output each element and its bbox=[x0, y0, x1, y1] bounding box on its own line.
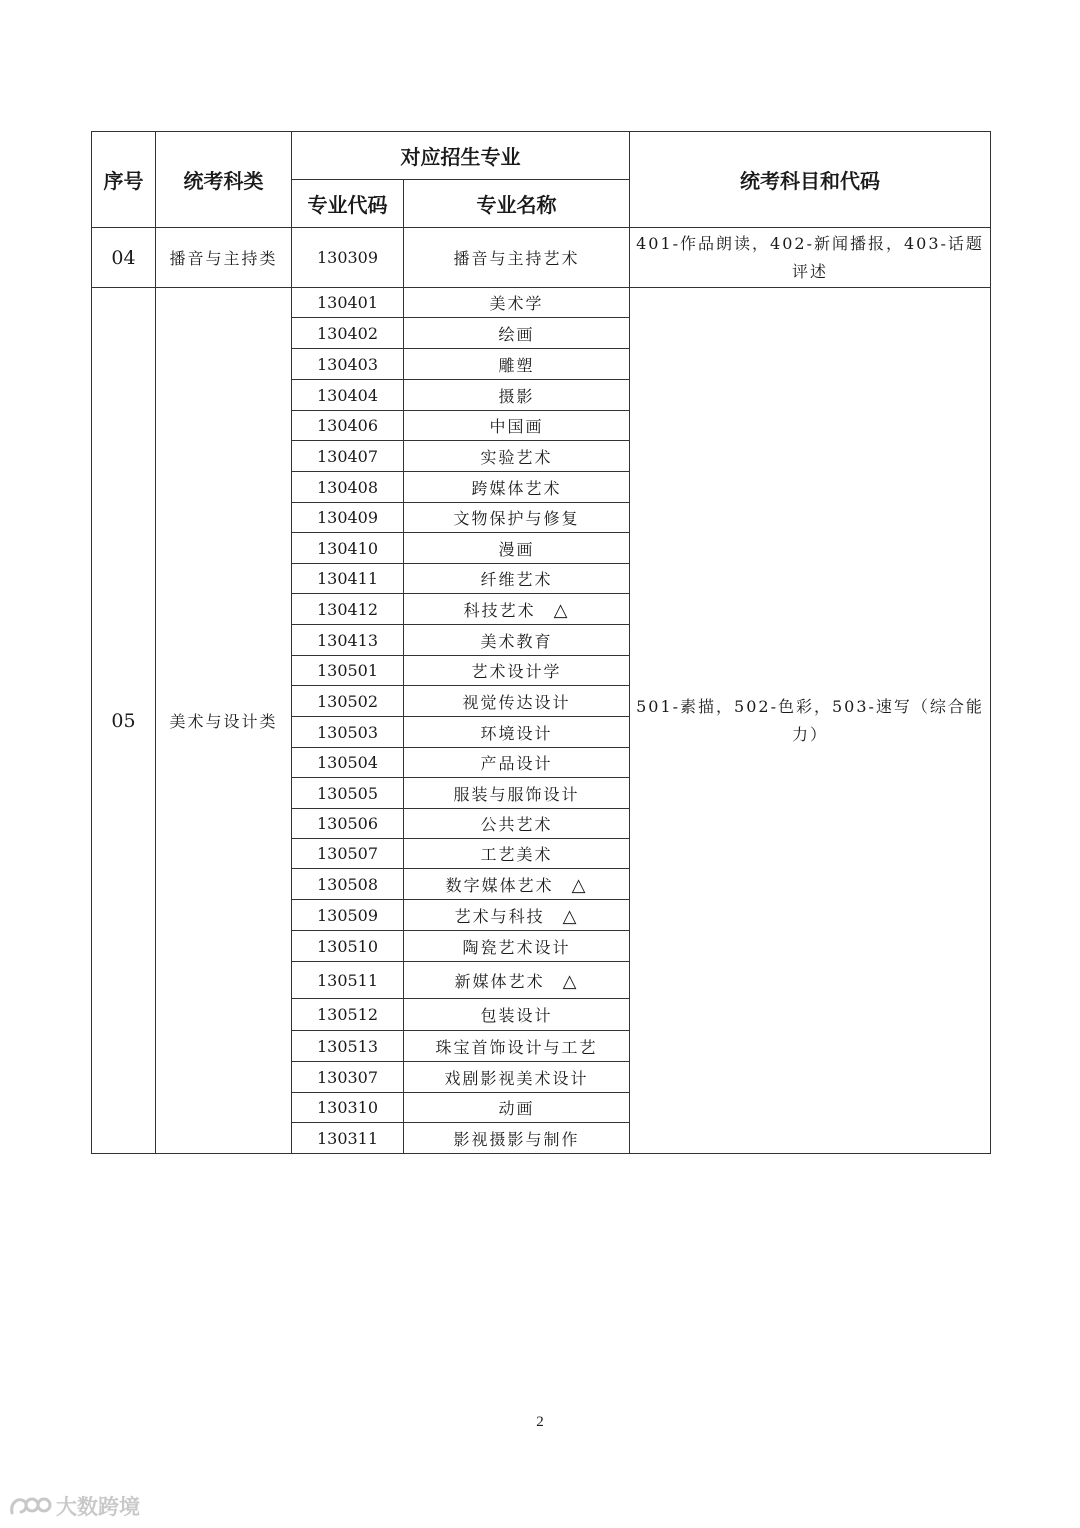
cell-major-code: 130408 bbox=[292, 472, 404, 503]
cell-major-name bbox=[404, 999, 630, 1031]
cell-major-code: 130502 bbox=[292, 686, 404, 717]
cell-major-name bbox=[404, 594, 630, 625]
cell-major-code: 130511 bbox=[292, 962, 404, 999]
major-name-text: 数字媒体艺术 bbox=[445, 875, 554, 895]
cell-major-code: 130504 bbox=[292, 748, 404, 778]
triangle-mark-icon: △ bbox=[553, 599, 570, 621]
major-name-text: 戏剧影视美术设计 bbox=[444, 1068, 589, 1088]
cell-major-code: 130508 bbox=[292, 869, 404, 900]
triangle-mark-icon: △ bbox=[562, 970, 579, 992]
cell-major-name bbox=[404, 228, 630, 288]
major-name-text: 摄影 bbox=[498, 386, 535, 406]
cell-major-name bbox=[404, 1123, 630, 1154]
major-name-text: 视觉传达设计 bbox=[462, 692, 571, 712]
cell-major-code: 130509 bbox=[292, 900, 404, 931]
cell-seq: 04 bbox=[92, 228, 156, 288]
major-name-text: 动画 bbox=[498, 1099, 535, 1118]
cell-subjects: 401-作品朗读，402-新闻播报，403-话题评述 bbox=[630, 228, 991, 288]
cell-major-name bbox=[404, 503, 630, 533]
cell-major-name bbox=[404, 686, 630, 717]
cell-major-code: 130409 bbox=[292, 503, 404, 533]
watermark bbox=[8, 1491, 140, 1521]
cell-category: 美术与设计类 bbox=[156, 288, 292, 1154]
cell-major-code: 130503 bbox=[292, 717, 404, 748]
cell-major-code: 130507 bbox=[292, 839, 404, 869]
cell-major-code: 130505 bbox=[292, 778, 404, 809]
major-name-text: 跨媒体艺术 bbox=[471, 478, 562, 498]
cell-major-name bbox=[404, 472, 630, 503]
page-number: 2 bbox=[536, 1414, 544, 1430]
cell-major-name bbox=[404, 625, 630, 656]
cell-major-code: 130510 bbox=[292, 931, 404, 962]
cell-major-name bbox=[404, 441, 630, 472]
cell-major-code: 130513 bbox=[292, 1031, 404, 1062]
cell-major-code: 130310 bbox=[292, 1093, 404, 1123]
cell-major-name bbox=[404, 564, 630, 594]
cell-major-code: 130501 bbox=[292, 656, 404, 686]
cell-major-name bbox=[404, 411, 630, 441]
cell-major-code: 130406 bbox=[292, 411, 404, 441]
major-name-text: 产品设计 bbox=[480, 754, 553, 773]
header-seq: 序号 bbox=[92, 132, 156, 228]
cell-major-code: 130410 bbox=[292, 533, 404, 564]
cell-major-name bbox=[404, 349, 630, 380]
major-name-text: 陶瓷艺术设计 bbox=[462, 937, 571, 957]
cell-major-name bbox=[404, 380, 630, 411]
cell-major-name bbox=[404, 1031, 630, 1062]
cell-major-code: 130401 bbox=[292, 288, 404, 318]
cell-major-code: 130411 bbox=[292, 564, 404, 594]
cell-major-name bbox=[404, 900, 630, 931]
major-name-text: 雕塑 bbox=[498, 355, 535, 375]
major-name-text: 中国画 bbox=[489, 417, 544, 436]
major-name-text: 漫画 bbox=[498, 539, 535, 559]
major-name-text: 工艺美术 bbox=[480, 845, 553, 864]
cell-subjects: 501-素描，502-色彩，503-速写（综合能力） bbox=[630, 288, 991, 1154]
major-name-text: 新媒体艺术 bbox=[454, 971, 545, 991]
cell-major-name bbox=[404, 717, 630, 748]
cell-major-code: 130506 bbox=[292, 809, 404, 839]
cell-major-code: 130407 bbox=[292, 441, 404, 472]
major-name-text: 美术学 bbox=[489, 294, 544, 313]
cell-major-name bbox=[404, 748, 630, 778]
major-name-text: 美术教育 bbox=[480, 631, 553, 651]
brand-logo-icon bbox=[8, 1493, 52, 1519]
major-name-text: 珠宝首饰设计与工艺 bbox=[435, 1037, 598, 1057]
table-row bbox=[92, 288, 991, 318]
admission-majors-table bbox=[91, 131, 991, 1154]
major-name-text: 艺术与科技 bbox=[454, 906, 545, 926]
cell-major-code: 130512 bbox=[292, 999, 404, 1031]
cell-major-code: 130412 bbox=[292, 594, 404, 625]
cell-major-code: 130307 bbox=[292, 1062, 404, 1093]
major-name-text: 科技艺术 bbox=[463, 600, 536, 620]
major-name-text: 环境设计 bbox=[480, 723, 553, 743]
header-majors-group: 对应招生专业 bbox=[292, 132, 630, 180]
cell-major-name bbox=[404, 809, 630, 839]
cell-major-name bbox=[404, 931, 630, 962]
major-name-text: 艺术设计学 bbox=[471, 662, 562, 681]
watermark-text: 大数跨境 bbox=[56, 1495, 140, 1519]
cell-major-code: 130403 bbox=[292, 349, 404, 380]
header-subjects: 统考科目和代码 bbox=[630, 132, 991, 228]
major-name-text: 纤维艺术 bbox=[480, 570, 553, 589]
cell-major-name bbox=[404, 1093, 630, 1123]
cell-major-name bbox=[404, 533, 630, 564]
cell-major-code: 130404 bbox=[292, 380, 404, 411]
major-name-text: 绘画 bbox=[498, 324, 535, 344]
cell-seq: 05 bbox=[92, 288, 156, 1154]
triangle-mark-icon: △ bbox=[571, 874, 588, 896]
major-name-text: 服装与服饰设计 bbox=[453, 784, 580, 804]
major-name-text: 播音与主持艺术 bbox=[453, 249, 580, 268]
cell-major-name bbox=[404, 318, 630, 349]
major-name-text: 包装设计 bbox=[480, 1006, 553, 1025]
major-name-text: 影视摄影与制作 bbox=[453, 1129, 580, 1149]
major-name-text: 文物保护与修复 bbox=[453, 509, 580, 528]
major-name-text: 公共艺术 bbox=[480, 815, 553, 834]
table-body bbox=[92, 228, 991, 1154]
triangle-mark-icon: △ bbox=[562, 905, 579, 927]
cell-major-name bbox=[404, 656, 630, 686]
header-major-name: 专业名称 bbox=[404, 180, 630, 228]
cell-major-name bbox=[404, 962, 630, 999]
cell-major-code: 130311 bbox=[292, 1123, 404, 1154]
cell-major-name bbox=[404, 778, 630, 809]
cell-category: 播音与主持类 bbox=[156, 228, 292, 288]
cell-major-name bbox=[404, 839, 630, 869]
cell-major-code: 130413 bbox=[292, 625, 404, 656]
cell-major-code: 130402 bbox=[292, 318, 404, 349]
table-row bbox=[92, 228, 991, 288]
cell-major-code: 130309 bbox=[292, 228, 404, 288]
cell-major-name bbox=[404, 1062, 630, 1093]
header-category: 统考科类 bbox=[156, 132, 292, 228]
cell-major-name bbox=[404, 869, 630, 900]
major-name-text: 实验艺术 bbox=[480, 447, 553, 467]
cell-major-name bbox=[404, 288, 630, 318]
header-major-code: 专业代码 bbox=[292, 180, 404, 228]
